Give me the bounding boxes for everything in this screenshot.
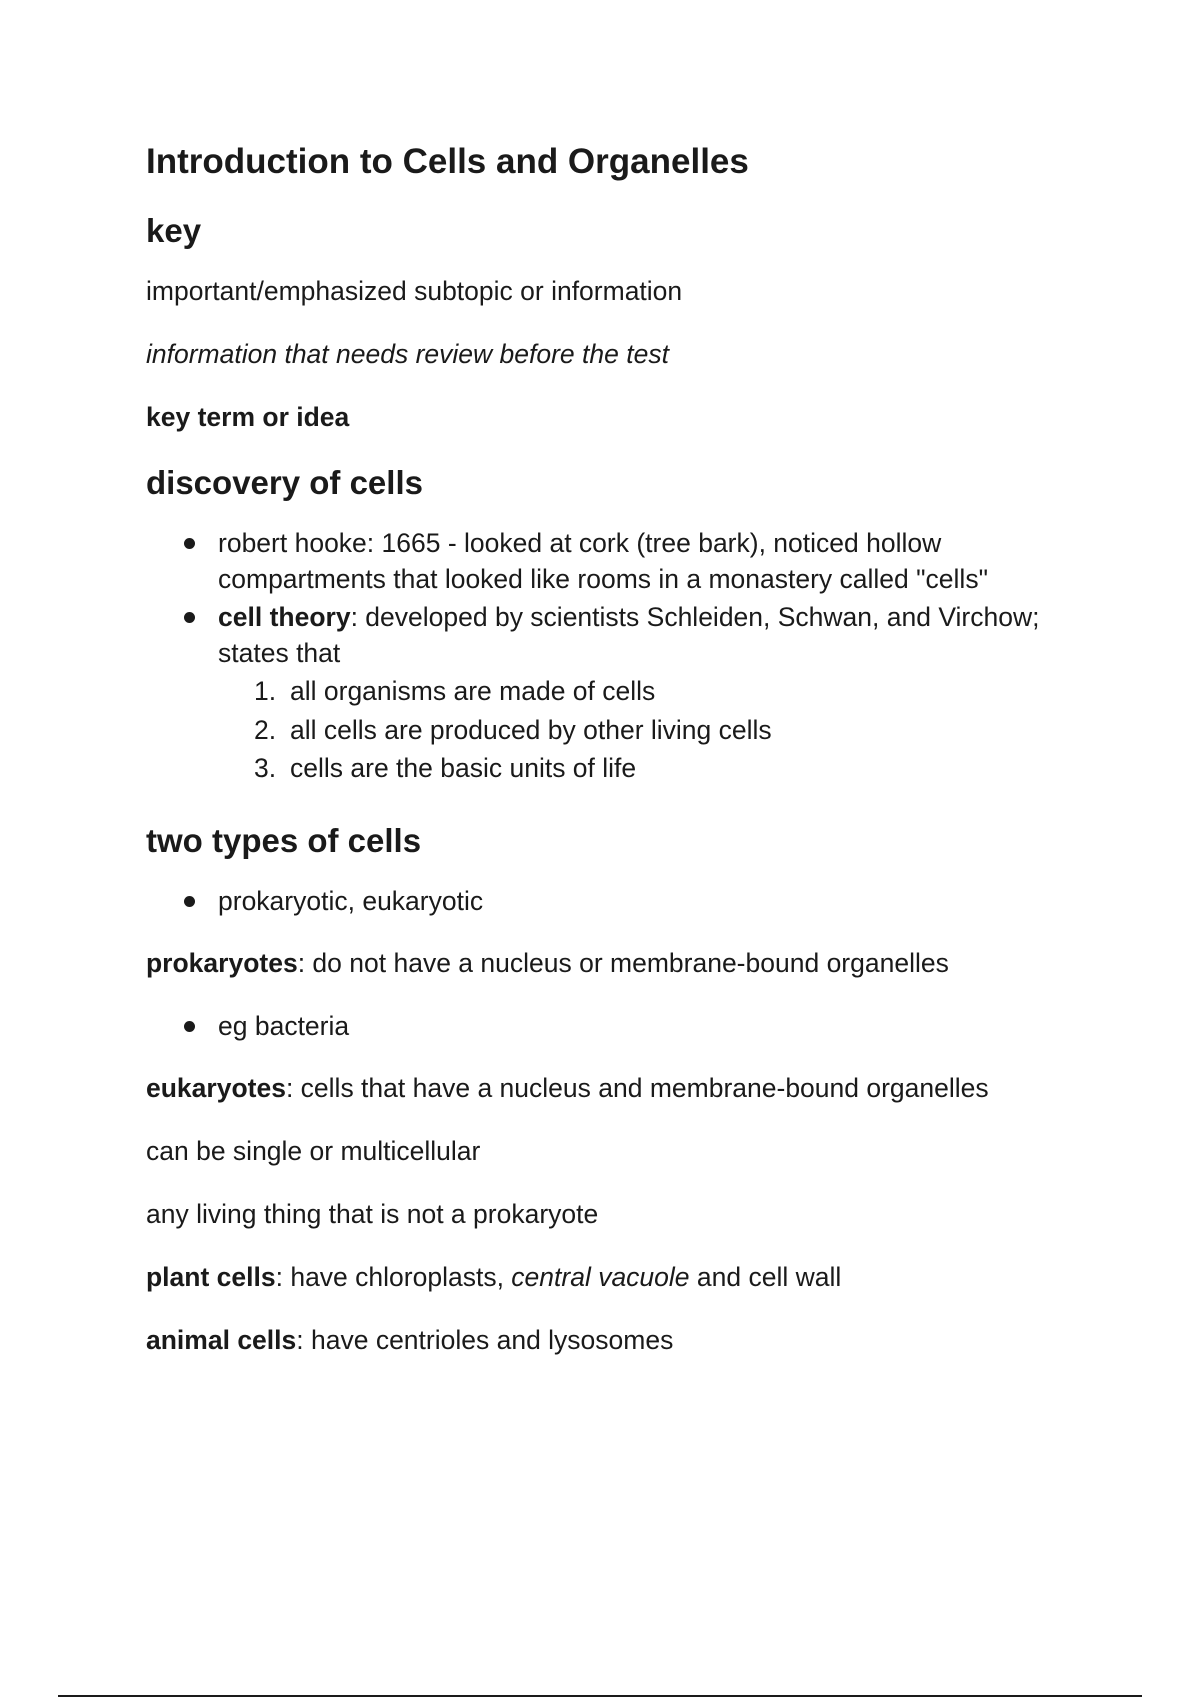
bullet-icon <box>184 896 195 907</box>
plant-cells-term: plant cells <box>146 1262 276 1292</box>
list-item <box>146 883 1076 919</box>
cell-theory-text: : developed by scientists Schleiden, Schwan, and Virchow; states that <box>218 602 1040 669</box>
eukaryotes-line-3: any living thing that is not a prokaryote <box>146 1198 599 1229</box>
list-item <box>218 673 1076 709</box>
prokaryotes-text: : do not have a nucleus or membrane-bound organelles <box>297 947 949 978</box>
list-number: 3. <box>254 752 277 783</box>
list-item-text: all organisms are made of cells <box>290 676 656 707</box>
document-body <box>146 140 1076 1385</box>
list-item <box>146 1008 1076 1044</box>
key-heading: key <box>146 211 202 249</box>
key-line-review: information that needs review before the test <box>146 339 669 370</box>
animal-cells-text: : have centrioles and lysosomes <box>296 1325 674 1356</box>
bullet-icon <box>184 612 195 623</box>
plant-cells-text-2: and cell wall <box>689 1262 842 1292</box>
eukaryotes-text: : cells that have a nucleus and membrane-bound organelles <box>285 1072 989 1103</box>
list-item <box>218 712 1076 748</box>
animal-cells-term: animal cells <box>146 1325 297 1356</box>
list-item <box>218 750 1076 786</box>
list-item-text: all cells are produced by other living cells <box>290 714 772 745</box>
animal-cells-paragraph <box>146 1322 1076 1358</box>
eukaryotes-term: eukaryotes <box>146 1072 286 1103</box>
page-bottom-rule <box>58 1695 1142 1697</box>
types-text: prokaryotic, eukaryotic <box>218 885 484 916</box>
discovery-heading: discovery of cells <box>146 464 423 502</box>
prokaryotes-paragraph <box>146 945 1076 981</box>
discovery-list <box>146 525 1076 785</box>
bullet-icon <box>184 538 195 549</box>
plant-cells-paragraph <box>146 1259 1076 1295</box>
types-heading: two types of cells <box>146 821 422 859</box>
eukaryotes-paragraph <box>146 1070 1076 1106</box>
cell-theory-term: cell theory <box>218 602 351 633</box>
prokaryotes-list <box>146 1008 1076 1044</box>
list-number: 2. <box>254 714 277 745</box>
plant-cells-text: : have chloroplasts, <box>275 1262 512 1292</box>
list-item <box>146 599 1076 785</box>
key-line-term: key term or idea <box>146 402 350 433</box>
list-item-text: cells are the basic units of life <box>290 752 637 783</box>
prokaryotes-example: eg bacteria <box>218 1010 350 1041</box>
eukaryotes-line-2: can be single or multicellular <box>146 1135 481 1166</box>
prokaryotes-term: prokaryotes <box>146 947 298 978</box>
page-title: Introduction to Cells and Organelles <box>146 142 749 181</box>
key-line-emphasized: important/emphasized subtopic or information <box>146 276 683 306</box>
list-number: 1. <box>254 676 277 707</box>
types-list <box>146 883 1076 919</box>
hooke-text: robert hooke: 1665 - looked at cork (tree bark), noticed hollow compartments that looked like rooms in a monastery called "cells" <box>218 528 988 595</box>
bullet-icon <box>184 1021 195 1032</box>
cell-theory-list <box>218 673 1076 785</box>
plant-cells-italic: central vacuole <box>511 1262 690 1292</box>
list-item <box>146 525 1076 597</box>
